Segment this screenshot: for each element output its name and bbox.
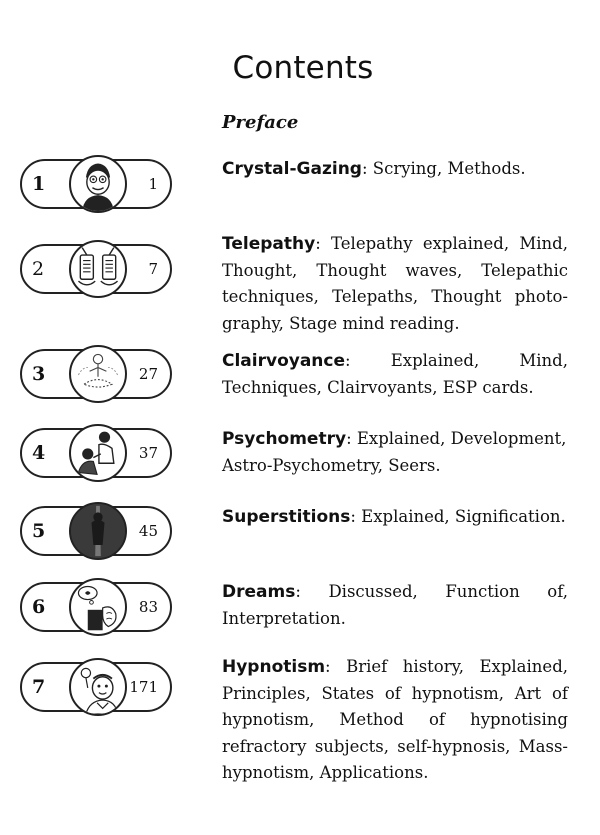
chapter-entry-2[interactable] — [222, 231, 568, 337]
chapter-badge-5[interactable] — [20, 506, 172, 556]
chapter-topics: : Explained, Mind, Techniques, Clairvoyants, ESP cards. — [222, 351, 568, 397]
chapter-badge-2[interactable] — [20, 244, 172, 294]
page-number: 37 — [138, 444, 158, 462]
chapter-heading: Crystal-Gazing — [222, 159, 362, 179]
chapter-entry-6[interactable] — [222, 579, 568, 632]
chapter-heading: Dreams — [222, 582, 296, 602]
magician-face-icon — [69, 155, 127, 213]
page-number: 7 — [148, 260, 158, 278]
page-number: 27 — [138, 365, 158, 383]
chapter-heading: Hypnotism — [222, 657, 326, 677]
chapter-number: 2 — [32, 258, 45, 280]
chapter-number: 3 — [32, 363, 46, 385]
hands-cards-icon — [69, 240, 127, 298]
chapter-number: 1 — [32, 173, 46, 195]
chapter-topics: : Scrying, Methods. — [361, 159, 526, 178]
dreamer-icon — [69, 578, 127, 636]
chapter-entry-4[interactable] — [222, 426, 568, 479]
chapter-entry-5[interactable] — [222, 504, 568, 531]
chapter-entry-1[interactable] — [222, 156, 568, 183]
chapter-heading: Clairvoyance — [222, 351, 346, 371]
page-number: 83 — [138, 598, 158, 616]
chapter-entry-7[interactable] — [222, 654, 568, 787]
chapter-topics: : Telepathy explained, Mind, Thought, Thought waves, Telepathic techniques, Telepaths, Thought photo-graphy, Stage mind reading. — [222, 234, 568, 333]
chapter-entry-3[interactable] — [222, 348, 568, 401]
chapter-badge-1[interactable] — [20, 159, 172, 209]
palm-reader-icon — [69, 424, 127, 482]
hypnotist-icon — [69, 658, 127, 716]
chapter-number: 7 — [32, 676, 46, 698]
chapter-badge-7[interactable] — [20, 662, 172, 712]
chapter-badge-3[interactable] — [20, 349, 172, 399]
chapter-topics: : Discussed, Function of, Interpretation. — [222, 582, 568, 628]
chapter-heading: Telepathy — [222, 234, 316, 254]
page-number: 45 — [138, 522, 158, 540]
chapter-topics: : Brief history, Explained, Principles, States of hypnotism, Art of hypnotism, Method of hypnotising refractory subjects, self-hypnosis, Mass-hypnotism, Applications. — [222, 657, 568, 782]
chapter-number: 4 — [32, 442, 46, 464]
chapter-heading: Psychometry — [222, 429, 347, 449]
chapter-topics: : Explained, Development, Astro-Psychometry, Seers. — [222, 429, 567, 475]
chapter-topics: : Explained, Signification. — [350, 507, 566, 526]
page-title: Contents — [232, 50, 374, 86]
chapter-number: 6 — [32, 596, 46, 618]
dark-silhouette-icon — [69, 502, 127, 560]
chapter-badge-6[interactable] — [20, 582, 172, 632]
chapter-number: 5 — [32, 520, 46, 542]
preface-link[interactable]: Preface — [222, 112, 299, 133]
chapter-heading: Superstitions — [222, 507, 351, 527]
page-number: 171 — [129, 678, 158, 696]
meditating-figure-icon — [69, 345, 127, 403]
page-number: 1 — [148, 175, 158, 193]
chapter-badge-4[interactable] — [20, 428, 172, 478]
